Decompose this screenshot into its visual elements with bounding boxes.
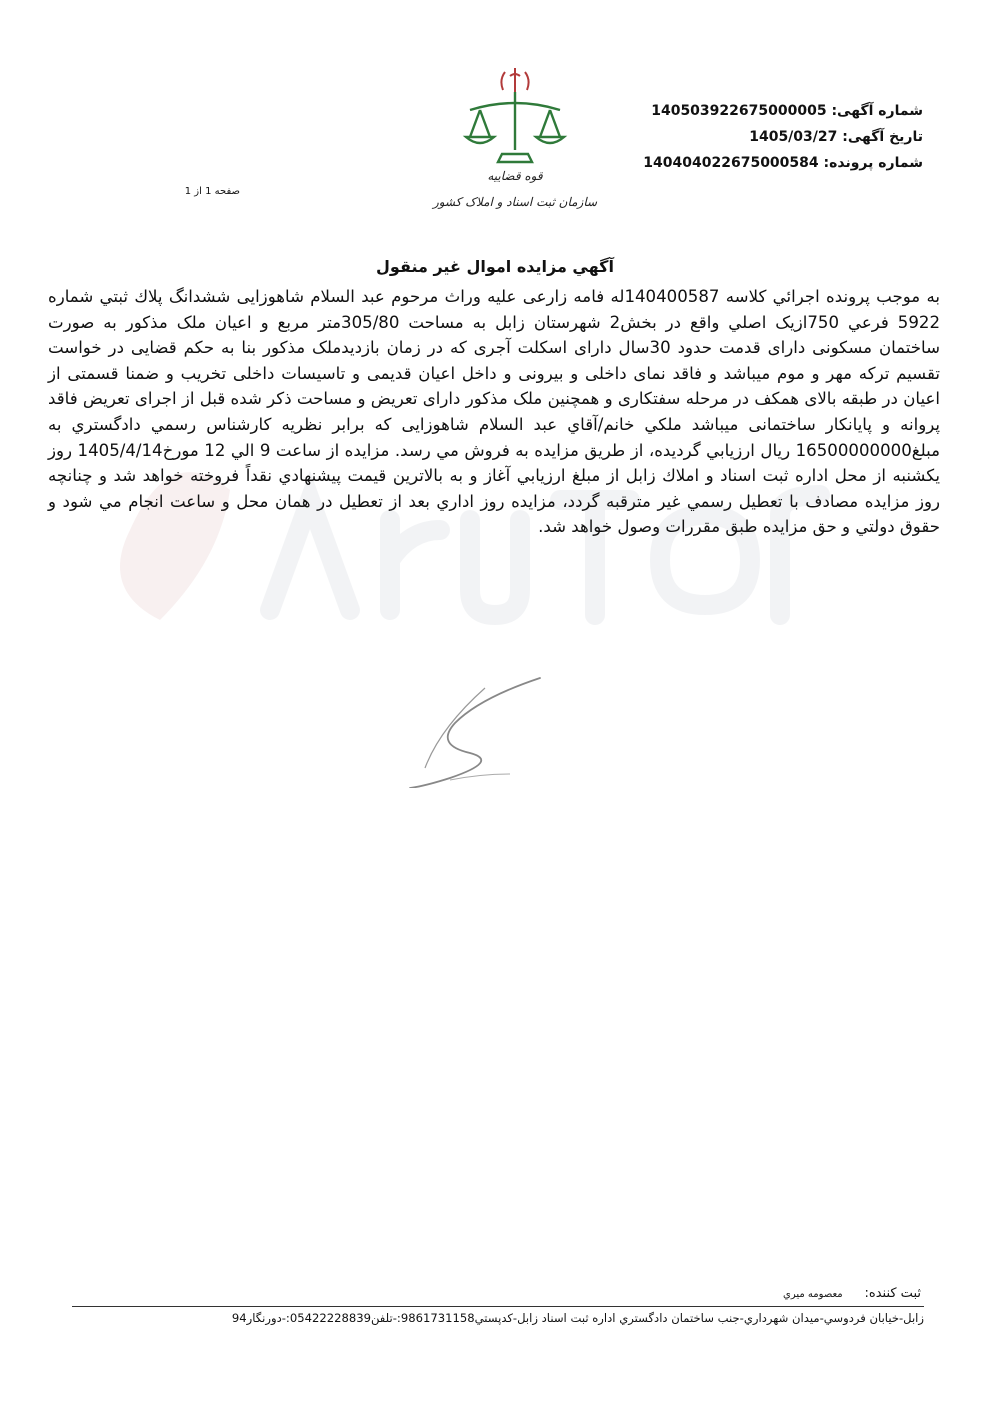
footer-divider [72, 1306, 924, 1307]
notice-metadata [593, 98, 923, 176]
emblem-text-line1: قوه قضاییه [487, 169, 543, 183]
emblem-text-line2: سازمان ثبت اسناد و املاک کشور [432, 195, 598, 209]
notice-number: 140503922675000005 [651, 103, 827, 119]
justice-scales-icon [430, 62, 600, 222]
handwritten-signature [405, 668, 555, 788]
page-indicator: صفحه 1 از 1 [184, 186, 240, 197]
case-number: 140404022675000584 [643, 155, 819, 171]
registrar-block [521, 1286, 921, 1301]
judiciary-emblem [430, 62, 600, 222]
registrar-name: معصومه ميري [783, 1289, 843, 1300]
notice-date-row [593, 124, 923, 150]
case-number-row [593, 150, 923, 176]
notice-body: به موجب پرونده اجرائي كلاسه 140400587له فامه زارعی علیه وراث مرحوم عبد السلام شاهوزایی ششدانگ پلاك ثبتي شماره 5922 فرعي 750ازیک اصلي واقع در بخش2 شهرستان زابل به مساحت 305/80متر مربع و اعیان ملک مذکور به صورت ساختمان مسکونی دارای قدمت حدود 30سال دارای اسکلت آجری که در زمان بازدیدملک مذکور بنا به حکم قضایی در خواست تقسیم ترکه مهر و موم میباشد و فاقد نمای داخلی و بیرونی و داخل اعیان قدیمی و تاسیسات داخلی تخریب و ضمنا قسمتی از اعیان در طبقه بالای همکف در مرحله سفتکاری و همچنین ملک مذکور دارای تعریض و مساحت ذکر شده قبل از اجرای تعریض فاقد پروانه و پایانکار ساختمانی میباشد ملكي خانم/آقاي عبد السلام شاهوزایی كه برابر نظريه كارشناس رسمي دادگستري به مبلغ16500000000 ريال ارزيابي گرديده، از طريق مزايده به فروش مي رسد. مزايده از ساعت 9 الي 12 مورخ1405/4/14 روز یکشنبه از محل اداره ثبت اسناد و املاك زابل از مبلغ ارزيابي آغاز و به بالاترين قيمت پيشنهادي نقداً فروخته خواهد شد و چنانچه روز مزايده مصادف با تعطيل رسمي غير مترقبه گردد، مزايده روز اداري بعد از تعطيل در همان محل و ساعت انجام مي شود و حقوق دولتي و حق مزايده طبق مقررات وصول خواهد شد. [48, 287, 941, 537]
notice-number-label: شماره آگهی: [831, 103, 923, 119]
notice-number-row [593, 98, 923, 124]
case-number-label: شماره پرونده: [823, 155, 923, 171]
footer-address: زابل-خيابان فردوسي-ميدان شهرداري-جنب ساختمان دادگستري اداره ثبت اسناد زابل-کدپستي9861731158:-تلفن05422228839:-دورنگار94 [231, 1311, 924, 1325]
registrar-label: ثبت کننده: [864, 1286, 921, 1301]
notice-date-label: تاریخ آگهی: [842, 129, 923, 145]
page-title: آگهي مزايده اموال غير منقول [376, 257, 614, 276]
notice-date: 1405/03/27 [749, 129, 838, 145]
iran-emblem-icon [501, 68, 528, 92]
